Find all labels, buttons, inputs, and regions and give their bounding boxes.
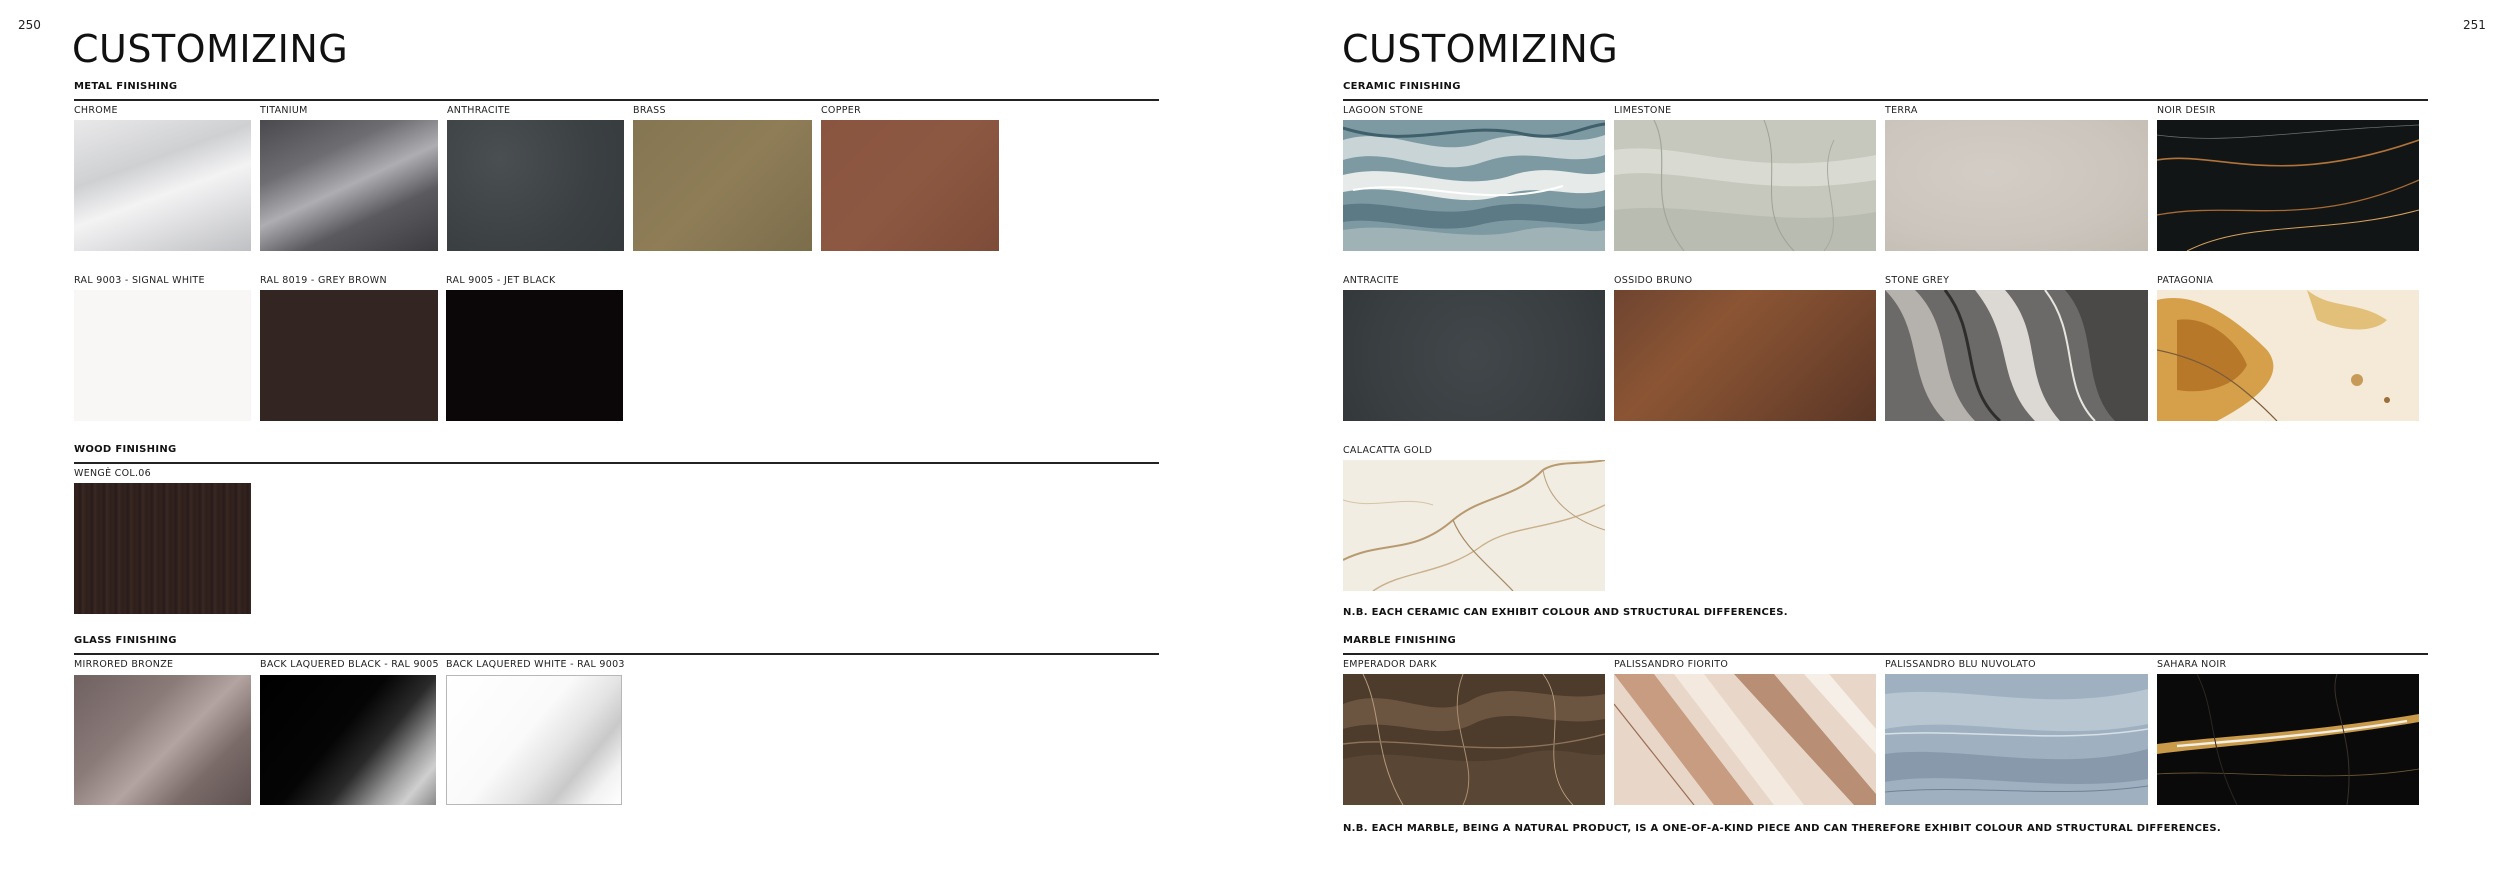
- swatch-label-back-laquered-black: BACK LAQUERED BLACK - RAL 9005: [260, 659, 439, 670]
- swatch-label-noir-desir: NOIR DESIR: [2157, 105, 2216, 116]
- swatch-lagoon-stone: [1343, 120, 1605, 251]
- swatch-label-wenge: WENGÈ COL.06: [74, 468, 151, 479]
- page-number-right: 251: [2463, 18, 2486, 32]
- swatch-label-terra: TERRA: [1885, 105, 1918, 116]
- swatch-label-sahara-noir: SAHARA NOIR: [2157, 659, 2227, 670]
- swatch-jet-black: [446, 290, 623, 421]
- swatch-label-copper: COPPER: [821, 105, 861, 116]
- swatch-copper: [821, 120, 999, 251]
- swatch-antracite: [1343, 290, 1605, 421]
- swatch-label-grey-brown: RAL 8019 - GREY BROWN: [260, 275, 387, 286]
- swatch-titanium: [260, 120, 438, 251]
- swatch-ossido-bruno: [1614, 290, 1876, 421]
- swatch-label-chrome: CHROME: [74, 105, 118, 116]
- swatch-back-laquered-white: [446, 675, 622, 805]
- swatch-label-calacatta-gold: CALACATTA GOLD: [1343, 445, 1433, 456]
- swatch-limestone: [1614, 120, 1876, 251]
- swatch-label-ossido-bruno: OSSIDO BRUNO: [1614, 275, 1693, 286]
- swatch-label-patagonia: PATAGONIA: [2157, 275, 2214, 286]
- swatch-calacatta-gold: [1343, 460, 1605, 591]
- swatch-label-palissandro-fiorito: PALISSANDRO FIORITO: [1614, 659, 1729, 670]
- page-title-right: CUSTOMIZING: [1342, 27, 1619, 71]
- metal-section-rule: [74, 99, 1159, 101]
- swatch-emperador-dark: [1343, 674, 1605, 805]
- glass-finishing-heading: GLASS FINISHING: [74, 635, 177, 646]
- marble-finishing-heading: MARBLE FINISHING: [1343, 635, 1457, 646]
- swatch-stone-grey: [1885, 290, 2148, 421]
- swatch-label-titanium: TITANIUM: [260, 105, 308, 116]
- swatch-label-back-laquered-white: BACK LAQUERED WHITE - RAL 9003: [446, 659, 625, 670]
- swatch-palissandro-fiorito: [1614, 674, 1876, 805]
- swatch-brass: [633, 120, 812, 251]
- swatch-patagonia: [2157, 290, 2419, 421]
- wood-section-rule: [74, 462, 1159, 464]
- swatch-wenge: [74, 483, 251, 614]
- glass-section-rule: [74, 653, 1159, 655]
- swatch-grey-brown: [260, 290, 438, 421]
- swatch-label-stone-grey: STONE GREY: [1885, 275, 1950, 286]
- swatch-chrome: [74, 120, 251, 251]
- swatch-label-emperador-dark: EMPERADOR DARK: [1343, 659, 1437, 670]
- swatch-anthracite: [447, 120, 624, 251]
- metal-finishing-heading: METAL FINISHING: [74, 81, 178, 92]
- swatch-label-antracite: ANTRACITE: [1343, 275, 1399, 286]
- ceramic-note: N.B. EACH CERAMIC CAN EXHIBIT COLOUR AND STRUCTURAL DIFFERENCES.: [1343, 607, 1788, 618]
- swatch-label-signal-white: RAL 9003 - SIGNAL WHITE: [74, 275, 205, 286]
- wood-finishing-heading: WOOD FINISHING: [74, 444, 177, 455]
- swatch-mirrored-bronze: [74, 675, 251, 805]
- marble-section-rule: [1343, 653, 2428, 655]
- swatch-label-limestone: LIMESTONE: [1614, 105, 1672, 116]
- marble-note: N.B. EACH MARBLE, BEING A NATURAL PRODUCT, IS A ONE-OF-A-KIND PIECE AND CAN THEREFORE EXHIBIT COLOUR AND STRUCTURAL DIFFERENCES.: [1343, 823, 2221, 834]
- swatch-label-anthracite: ANTHRACITE: [447, 105, 511, 116]
- swatch-label-brass: BRASS: [633, 105, 666, 116]
- swatch-terra: [1885, 120, 2148, 251]
- swatch-palissandro-blu-nuvolato: [1885, 674, 2148, 805]
- swatch-label-lagoon-stone: LAGOON STONE: [1343, 105, 1424, 116]
- page-number-left: 250: [18, 18, 41, 32]
- swatch-label-jet-black: RAL 9005 - JET BLACK: [446, 275, 556, 286]
- swatch-back-laquered-black: [260, 675, 436, 805]
- page-title-left: CUSTOMIZING: [72, 27, 349, 71]
- swatch-sahara-noir: [2157, 674, 2419, 805]
- swatch-label-palissandro-blu-nuvolato: PALISSANDRO BLU NUVOLATO: [1885, 659, 2036, 670]
- ceramic-section-rule: [1343, 99, 2428, 101]
- swatch-noir-desir: [2157, 120, 2419, 251]
- swatch-label-mirrored-bronze: MIRRORED BRONZE: [74, 659, 174, 670]
- swatch-signal-white: [74, 290, 251, 421]
- ceramic-finishing-heading: CERAMIC FINISHING: [1343, 81, 1461, 92]
